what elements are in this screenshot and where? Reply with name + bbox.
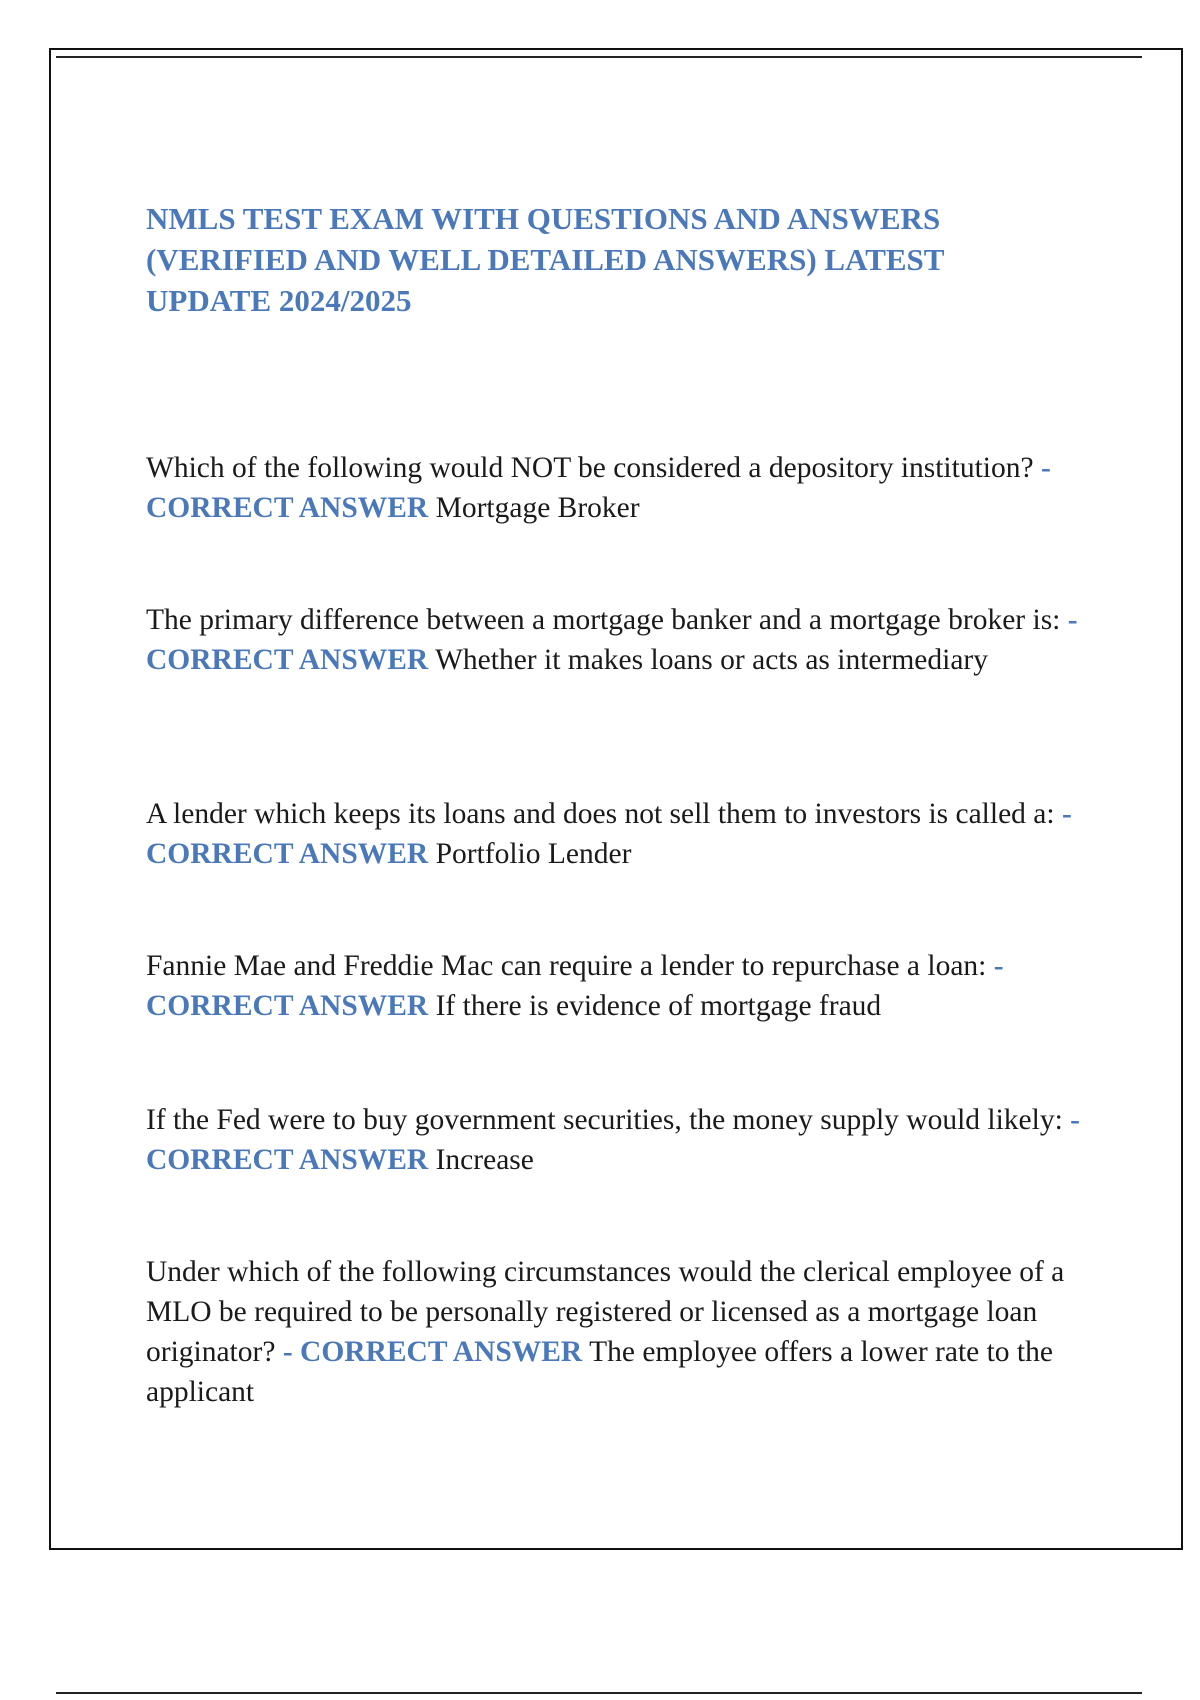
question-text: Under which of the following circumstances would the clerical employee of a MLO be required to be personally registered or licensed as a mortgage loan originator?: [146, 1256, 1065, 1368]
qa-item-5: [146, 1100, 1096, 1180]
top-divider: [56, 56, 1142, 58]
question-text: If the Fed were to buy government securities, the money supply would likely:: [146, 1104, 1063, 1136]
answer-text: Increase: [435, 1144, 534, 1176]
answer-text: Mortgage Broker: [435, 492, 640, 524]
answer-text: The employee offers a lower rate to the applicant: [146, 1336, 1053, 1408]
qa-item-3: [146, 794, 1096, 874]
qa-item-6: [146, 1252, 1096, 1412]
correct-answer-label: - CORRECT ANSWER: [146, 950, 1004, 1022]
correct-answer-label: - CORRECT ANSWER: [146, 798, 1072, 870]
question-text: Which of the following would NOT be considered a depository institution?: [146, 452, 1034, 484]
correct-answer-label: - CORRECT ANSWER: [146, 1104, 1080, 1176]
correct-answer-label: - CORRECT ANSWER: [282, 1336, 583, 1368]
answer-text: Whether it makes loans or acts as intermediary: [435, 644, 989, 676]
correct-answer-label: - CORRECT ANSWER: [146, 452, 1051, 524]
qa-item-2: [146, 600, 1096, 680]
qa-item-4: [146, 946, 1096, 1026]
correct-answer-label: - CORRECT ANSWER: [146, 604, 1078, 676]
answer-text: Portfolio Lender: [435, 838, 632, 870]
answer-text: If there is evidence of mortgage fraud: [435, 990, 882, 1022]
qa-item-1: [146, 448, 1096, 528]
question-text: A lender which keeps its loans and does not sell them to investors is called a:: [146, 798, 1055, 830]
question-text: The primary difference between a mortgage banker and a mortgage broker is:: [146, 604, 1061, 636]
document-title: NMLS TEST EXAM WITH QUESTIONS AND ANSWERS (VERIFIED AND WELL DETAILED ANSWERS) LATEST UPDATE 2024/2025: [146, 201, 944, 318]
question-text: Fannie Mae and Freddie Mac can require a lender to repurchase a loan:: [146, 950, 987, 982]
bottom-divider: [56, 1692, 1142, 1694]
